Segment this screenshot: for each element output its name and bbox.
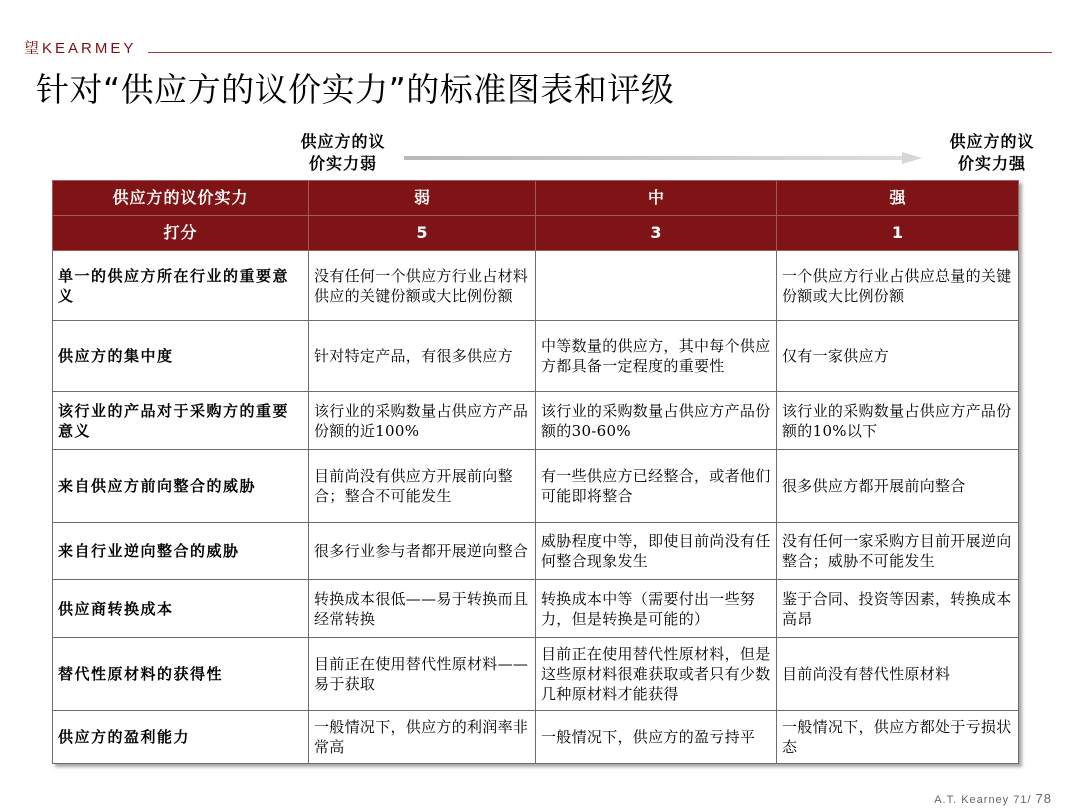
- table-row: [53, 251, 1019, 321]
- cell-medium: 中等数量的供应方，其中每个供应方都具备一定程度的重要性: [536, 321, 777, 392]
- cell-strong: 目前尚没有替代性原材料: [777, 638, 1019, 711]
- row-label: 来自行业逆向整合的威胁: [53, 523, 309, 580]
- page-footer: [934, 791, 1052, 806]
- header-strong: 强: [777, 181, 1019, 216]
- cell-strong: 仅有一家供应方: [777, 321, 1019, 392]
- score-strong: 1: [777, 216, 1019, 251]
- cell-medium: 一般情况下，供应方的盈亏持平: [536, 711, 777, 764]
- table-row: [53, 711, 1019, 764]
- row-label: 该行业的产品对于采购方的重要意义: [53, 392, 309, 450]
- kearney-logo: 望KEARMEY: [24, 40, 137, 57]
- cell-medium: 目前正在使用替代性原材料，但是这些原材料很难获取或者只有少数几种原材料才能获得: [536, 638, 777, 711]
- row-label: 替代性原材料的获得性: [53, 638, 309, 711]
- score-weak: 5: [309, 216, 536, 251]
- header-weak: 弱: [309, 181, 536, 216]
- score-label: 打分: [53, 216, 309, 251]
- table-row: [53, 321, 1019, 392]
- cell-medium: [536, 251, 777, 321]
- header-label: 供应方的议价实力: [53, 181, 309, 216]
- row-label: 供应方的盈利能力: [53, 711, 309, 764]
- cell-weak: 很多行业参与者都开展逆向整合: [309, 523, 536, 580]
- table-row: [53, 523, 1019, 580]
- table-row: [53, 392, 1019, 450]
- cell-weak: 目前尚没有供应方开展前向整合；整合不可能发生: [309, 450, 536, 523]
- page-number: 78: [1035, 791, 1052, 806]
- cell-strong: 一个供应方行业占供应总量的关键份额或大比例份额: [777, 251, 1019, 321]
- rating-table: [52, 180, 1019, 764]
- right-arrow-icon: [404, 150, 924, 166]
- table-row: [53, 638, 1019, 711]
- cell-medium: 该行业的采购数量占供应方产品份额的30-60%: [536, 392, 777, 450]
- cell-weak: 该行业的采购数量占供应方产品份额的近100%: [309, 392, 536, 450]
- cell-strong: 一般情况下，供应方都处于亏损状态: [777, 711, 1019, 764]
- header-row: [53, 181, 1019, 216]
- header-rule: [148, 52, 1052, 53]
- cell-medium: 转换成本中等（需要付出一些努力，但是转换是可能的）: [536, 580, 777, 638]
- cell-medium: 有一些供应方已经整合，或者他们可能即将整合: [536, 450, 777, 523]
- scale-label-strong: 供应方的议 价实力强: [949, 132, 1035, 173]
- cell-weak: 没有任何一个供应方行业占材料供应的关键份额或大比例份额: [309, 251, 536, 321]
- cell-strong: 鉴于合同、投资等因素，转换成本高昂: [777, 580, 1019, 638]
- row-label: 来自供应方前向整合的威胁: [53, 450, 309, 523]
- cell-strong: 没有任何一家采购方目前开展逆向整合；威胁不可能发生: [777, 523, 1019, 580]
- cell-weak: 一般情况下，供应方的利润率非常高: [309, 711, 536, 764]
- row-label: 供应商转换成本: [53, 580, 309, 638]
- cell-weak: 针对特定产品，有很多供应方: [309, 321, 536, 392]
- page-title: 针对“供应方的议价实力”的标准图表和评级: [36, 70, 675, 109]
- cell-strong: 很多供应方都开展前向整合: [777, 450, 1019, 523]
- table-row: [53, 450, 1019, 523]
- cell-strong: 该行业的采购数量占供应方产品份额的10%以下: [777, 392, 1019, 450]
- table-row: [53, 580, 1019, 638]
- score-row: [53, 216, 1019, 251]
- cell-weak: 转换成本很低——易于转换而且经常转换: [309, 580, 536, 638]
- score-medium: 3: [536, 216, 777, 251]
- scale-label-weak: 供应方的议 价实力弱: [300, 132, 386, 173]
- row-label: 单一的供应方所在行业的重要意义: [53, 251, 309, 321]
- row-label: 供应方的集中度: [53, 321, 309, 392]
- cell-medium: 威胁程度中等，即使目前尚没有任何整合现象发生: [536, 523, 777, 580]
- cell-weak: 目前正在使用替代性原材料——易于获取: [309, 638, 536, 711]
- header-medium: 中: [536, 181, 777, 216]
- footer-text: A.T. Kearney 71/: [934, 794, 1032, 806]
